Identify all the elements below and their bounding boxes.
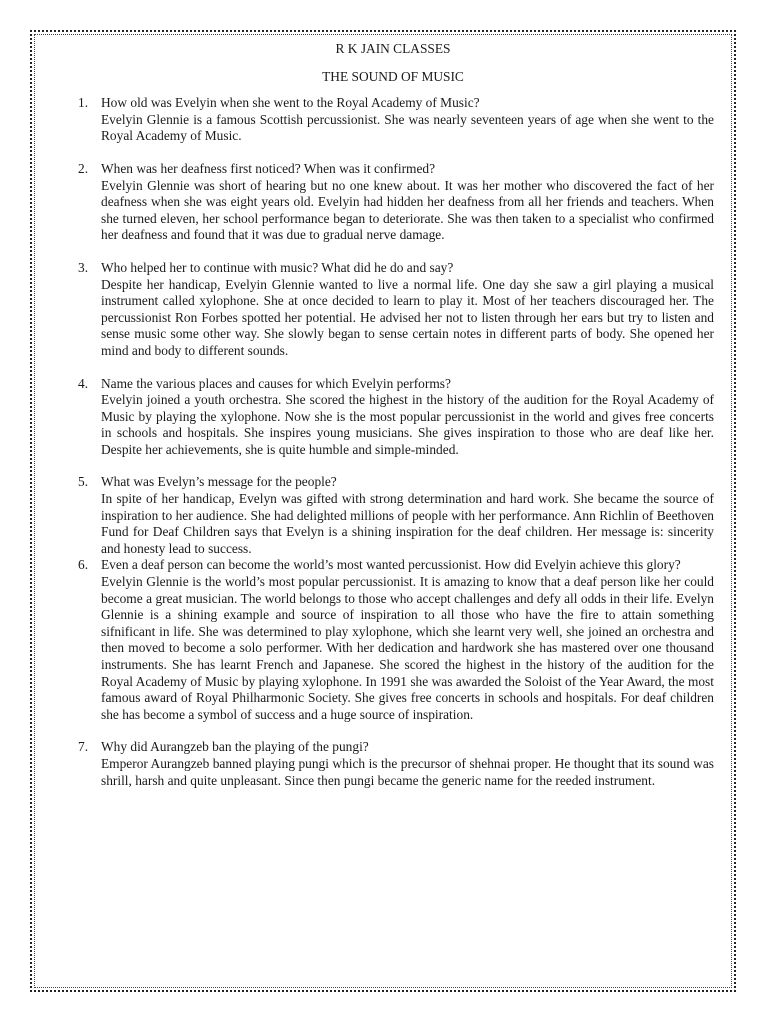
question-item-7: [72, 739, 714, 789]
question-item-2: [72, 161, 714, 244]
answer-text: Evelyin Glennie was short of hearing but no one knew about. It was her mother who discovered the fact of her deafness when she was eight years old. Evelyin had hidden her deafness from all her friends and teachers. When she turned eleven, her school performance began to deteriorate. She was then taken to a specialist who confirmed her deafness and found that it was due to gradual nerve damage.: [101, 177, 714, 243]
question-item-6: [72, 557, 714, 723]
answer-text: Evelyin Glennie is the world’s most popular percussionist. It is amazing to know that a deaf person like her could become a great musician. The world belongs to those who accept challenges and defy all odds in their life. Evelyn Glennie is a shining example and source of inspiration to all those who have the fire to attain something sifnificant in life. She was determined to play xylophone, which she learnt very well, she joined an orchestra and then moved to become a solo performer. With her dedication and hardwork she has mastered over one thousand instruments. She has learnt French and Japanese. She scored the highest in the history of the audition for the Royal Academy of Music by playing xylophone. In 1991 she was awarded the Soloist of the Year Award, the most famous award of Royal Philharmonic Society. She gives free concerts in schools and hospitals. For deaf children she has become a symbol of success and a huge source of inspiration.: [101, 574, 714, 722]
question-number: 4.: [78, 375, 89, 391]
answer-text: Evelyin joined a youth orchestra. She scored the highest in the history of the audition for the Royal Academy of Music by playing the xylophone. Now she is the most popular percussionist in the world and gives free concerts in schools and hospitals. She inspires young musicians. She gives inspiration to those who are deaf like her. Despite her achievements, she is quite humble and simple-minded.: [101, 392, 714, 457]
question-text: Even a deaf person can become the world’s most wanted percussionist. How did Evelyin achieve this glory?: [101, 557, 681, 573]
question-item-1: [72, 95, 714, 145]
question-text: What was Evelyn’s message for the people?: [101, 474, 337, 490]
question-item-5: [72, 474, 714, 557]
question-number: 1.: [78, 95, 89, 111]
question-text: Name the various places and causes for which Evelyin performs?: [101, 375, 451, 391]
question-text: Why did Aurangzeb ban the playing of the pungi?: [101, 739, 369, 755]
answer-text: Despite her handicap, Evelyin Glennie wanted to live a normal life. One day she saw a girl playing a musical instrument called xylophone. She at once decided to learn to play it. Most of her teachers discouraged her. The percussionist Ron Forbes spotted her potential. He advised her not to listen through her ears but try to listen and sense music some other way. She slowly began to sense certain notes in different parts of body. She opened her mind and body to different sounds.: [101, 276, 714, 358]
question-list: [72, 95, 714, 789]
school-name: R K JAIN CLASSES: [335, 41, 451, 56]
answer-text: Evelyin Glennie is a famous Scottish percussionist. She was nearly seventeen years of age when she went to the Royal Academy of Music.: [101, 111, 714, 144]
question-item-3: [72, 260, 714, 360]
question-number: 3.: [78, 259, 89, 275]
question-number: 5.: [78, 474, 89, 490]
question-item-4: [72, 376, 714, 459]
question-number: 2.: [78, 160, 89, 176]
answer-text: In spite of her handicap, Evelyn was gifted with strong determination and hard work. She became the source of inspiration to her audience. She had delighted millions of people with her performance. Ann Richlin of Beethoven Fund for Deaf Children says that Evelyn is a shining inspiration for the deaf children. Her message is: sincerity and honesty lead to success.: [101, 491, 714, 556]
question-text: Who helped her to continue with music? What did he do and say?: [101, 259, 454, 275]
question-number: 6.: [78, 557, 89, 573]
document-body: [72, 41, 714, 805]
answer-text: Emperor Aurangzeb banned playing pungi which is the precursor of shehnai proper. He thought that its sound was shrill, harsh and quite unpleasant. Since then pungi became the generic name for the reeded instrument.: [101, 755, 714, 788]
question-text: When was her deafness first noticed? When was it confirmed?: [101, 160, 436, 176]
question-number: 7.: [78, 739, 89, 755]
question-text: How old was Evelyin when she went to the Royal Academy of Music?: [101, 95, 480, 111]
document-title: THE SOUND OF MUSIC: [322, 68, 464, 84]
